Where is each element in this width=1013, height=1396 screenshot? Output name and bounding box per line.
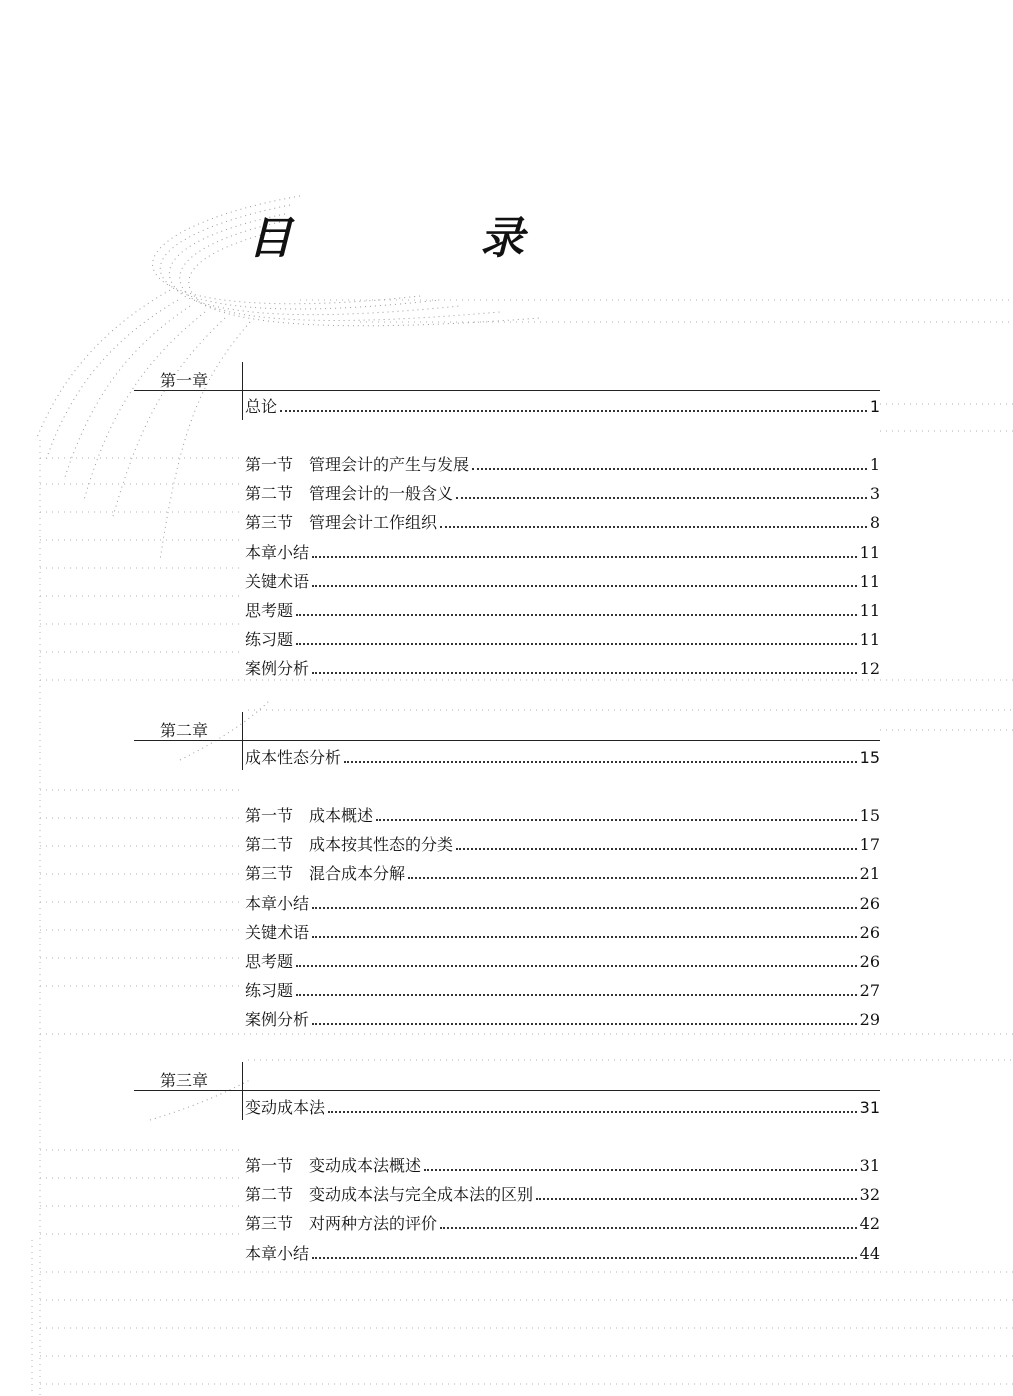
toc-entry[interactable] xyxy=(245,481,880,505)
toc-entry[interactable] xyxy=(245,1153,880,1177)
toc-entry[interactable] xyxy=(245,861,880,885)
toc-entry[interactable] xyxy=(245,920,880,944)
chapter-label: 第三章 xyxy=(160,1071,209,1090)
chapter-divider-horizontal xyxy=(134,740,880,741)
toc-entry[interactable] xyxy=(245,627,880,651)
toc-entry-title: 第二节 管理会计的一般含义 xyxy=(245,484,454,503)
dot-leader xyxy=(344,761,857,763)
dot-leader xyxy=(296,614,857,616)
toc-entry[interactable] xyxy=(245,832,880,856)
toc-entry-title: 第一节 变动成本法概述 xyxy=(245,1156,422,1175)
toc-entry-page: 44 xyxy=(859,1244,880,1263)
toc-entry-title: 练习题 xyxy=(245,630,294,649)
dot-leader xyxy=(536,1198,857,1200)
toc-entry[interactable] xyxy=(245,978,880,1002)
toc-entry-page: 12 xyxy=(859,659,880,678)
chapter-divider-horizontal xyxy=(134,390,880,391)
toc-entry-page: 11 xyxy=(859,601,880,620)
dot-leader xyxy=(472,468,867,470)
dot-leader xyxy=(312,672,857,674)
toc-entry-page: 31 xyxy=(859,1156,880,1175)
dot-leader xyxy=(312,556,857,558)
toc-entry[interactable] xyxy=(245,598,880,622)
toc-entry-title: 第一节 管理会计的产生与发展 xyxy=(245,455,470,474)
chapter-label: 第二章 xyxy=(160,721,209,740)
toc-entry-title: 案例分析 xyxy=(245,1010,310,1029)
toc-entry-title: 第三节 管理会计工作组织 xyxy=(245,513,438,532)
toc-entry-title: 第二节 成本按其性态的分类 xyxy=(245,835,454,854)
toc-entry[interactable] xyxy=(245,1007,880,1031)
toc-entry-page: 11 xyxy=(859,543,880,562)
toc-entry-page: 29 xyxy=(859,1010,880,1029)
toc-entry-page: 1 xyxy=(869,397,880,416)
toc-entry-page: 17 xyxy=(859,835,880,854)
toc-entry[interactable] xyxy=(245,1211,880,1235)
toc-entry-title: 第二节 变动成本法与完全成本法的区别 xyxy=(245,1185,534,1204)
dot-leader xyxy=(280,410,867,412)
dot-leader xyxy=(312,1023,857,1025)
toc-entry-title: 思考题 xyxy=(245,952,294,971)
toc-entry-page: 11 xyxy=(859,630,880,649)
toc-entry-title: 关键术语 xyxy=(245,923,310,942)
dot-leader xyxy=(376,819,857,821)
toc-entry-title: 成本性态分析 xyxy=(245,748,342,767)
toc-entry-title: 案例分析 xyxy=(245,659,310,678)
dot-leader xyxy=(312,936,857,938)
toc-entry-title: 总论 xyxy=(245,397,278,416)
dot-leader xyxy=(312,1257,857,1259)
toc-entry-chapter[interactable] xyxy=(245,745,880,769)
dot-leader xyxy=(424,1169,857,1171)
toc-entry-page: 26 xyxy=(859,952,880,971)
chapter-divider-vertical xyxy=(242,362,243,420)
toc-entry[interactable] xyxy=(245,569,880,593)
toc-entry[interactable] xyxy=(245,452,880,476)
toc-entry[interactable] xyxy=(245,656,880,680)
toc-entry[interactable] xyxy=(245,949,880,973)
toc-entry-title: 本章小结 xyxy=(245,894,310,913)
chapter-divider-horizontal xyxy=(134,1090,880,1091)
toc-entry-page: 8 xyxy=(869,513,880,532)
dot-leader xyxy=(440,526,867,528)
dot-leader xyxy=(328,1111,857,1113)
toc-entry[interactable] xyxy=(245,803,880,827)
toc-entry-page: 32 xyxy=(859,1185,880,1204)
dot-leader xyxy=(312,585,857,587)
toc-entry-page: 26 xyxy=(859,894,880,913)
dot-leader xyxy=(440,1227,857,1229)
dot-leader xyxy=(312,907,857,909)
toc-entry-title: 练习题 xyxy=(245,981,294,1000)
toc-entry-title: 思考题 xyxy=(245,601,294,620)
toc-entry-title: 第一节 成本概述 xyxy=(245,806,374,825)
dot-leader xyxy=(296,643,857,645)
chapter-divider-vertical xyxy=(242,712,243,770)
toc-entry-page: 3 xyxy=(869,484,880,503)
toc-entry-title: 第三节 对两种方法的评价 xyxy=(245,1214,438,1233)
toc-entry-title: 本章小结 xyxy=(245,543,310,562)
toc-entry-page: 15 xyxy=(859,748,880,767)
toc-entry-page: 1 xyxy=(869,455,880,474)
toc-entry-page: 31 xyxy=(859,1098,880,1117)
dot-leader xyxy=(296,965,857,967)
toc-entry-title: 变动成本法 xyxy=(245,1098,326,1117)
toc-entry-page: 42 xyxy=(859,1214,880,1233)
dot-leader xyxy=(408,877,857,879)
toc-entry[interactable] xyxy=(245,540,880,564)
toc-entry-page: 21 xyxy=(859,864,880,883)
dot-leader xyxy=(456,848,857,850)
toc-entry-chapter[interactable] xyxy=(245,1095,880,1119)
dot-leader xyxy=(296,994,857,996)
toc-entry[interactable] xyxy=(245,510,880,534)
toc-entry-title: 第三节 混合成本分解 xyxy=(245,864,406,883)
chapter-divider-vertical xyxy=(242,1062,243,1120)
toc-entry-page: 26 xyxy=(859,923,880,942)
toc-entry-page: 11 xyxy=(859,572,880,591)
toc-entry[interactable] xyxy=(245,891,880,915)
page-title: 目 录 xyxy=(248,213,596,264)
toc-entry-title: 本章小结 xyxy=(245,1244,310,1263)
toc-entry-page: 27 xyxy=(859,981,880,1000)
toc-entry-page: 15 xyxy=(859,806,880,825)
toc-entry-chapter[interactable] xyxy=(245,394,880,418)
toc-entry[interactable] xyxy=(245,1241,880,1265)
dot-leader xyxy=(456,497,867,499)
toc-entry[interactable] xyxy=(245,1182,880,1206)
toc-entry-title: 关键术语 xyxy=(245,572,310,591)
chapter-label: 第一章 xyxy=(160,371,209,390)
